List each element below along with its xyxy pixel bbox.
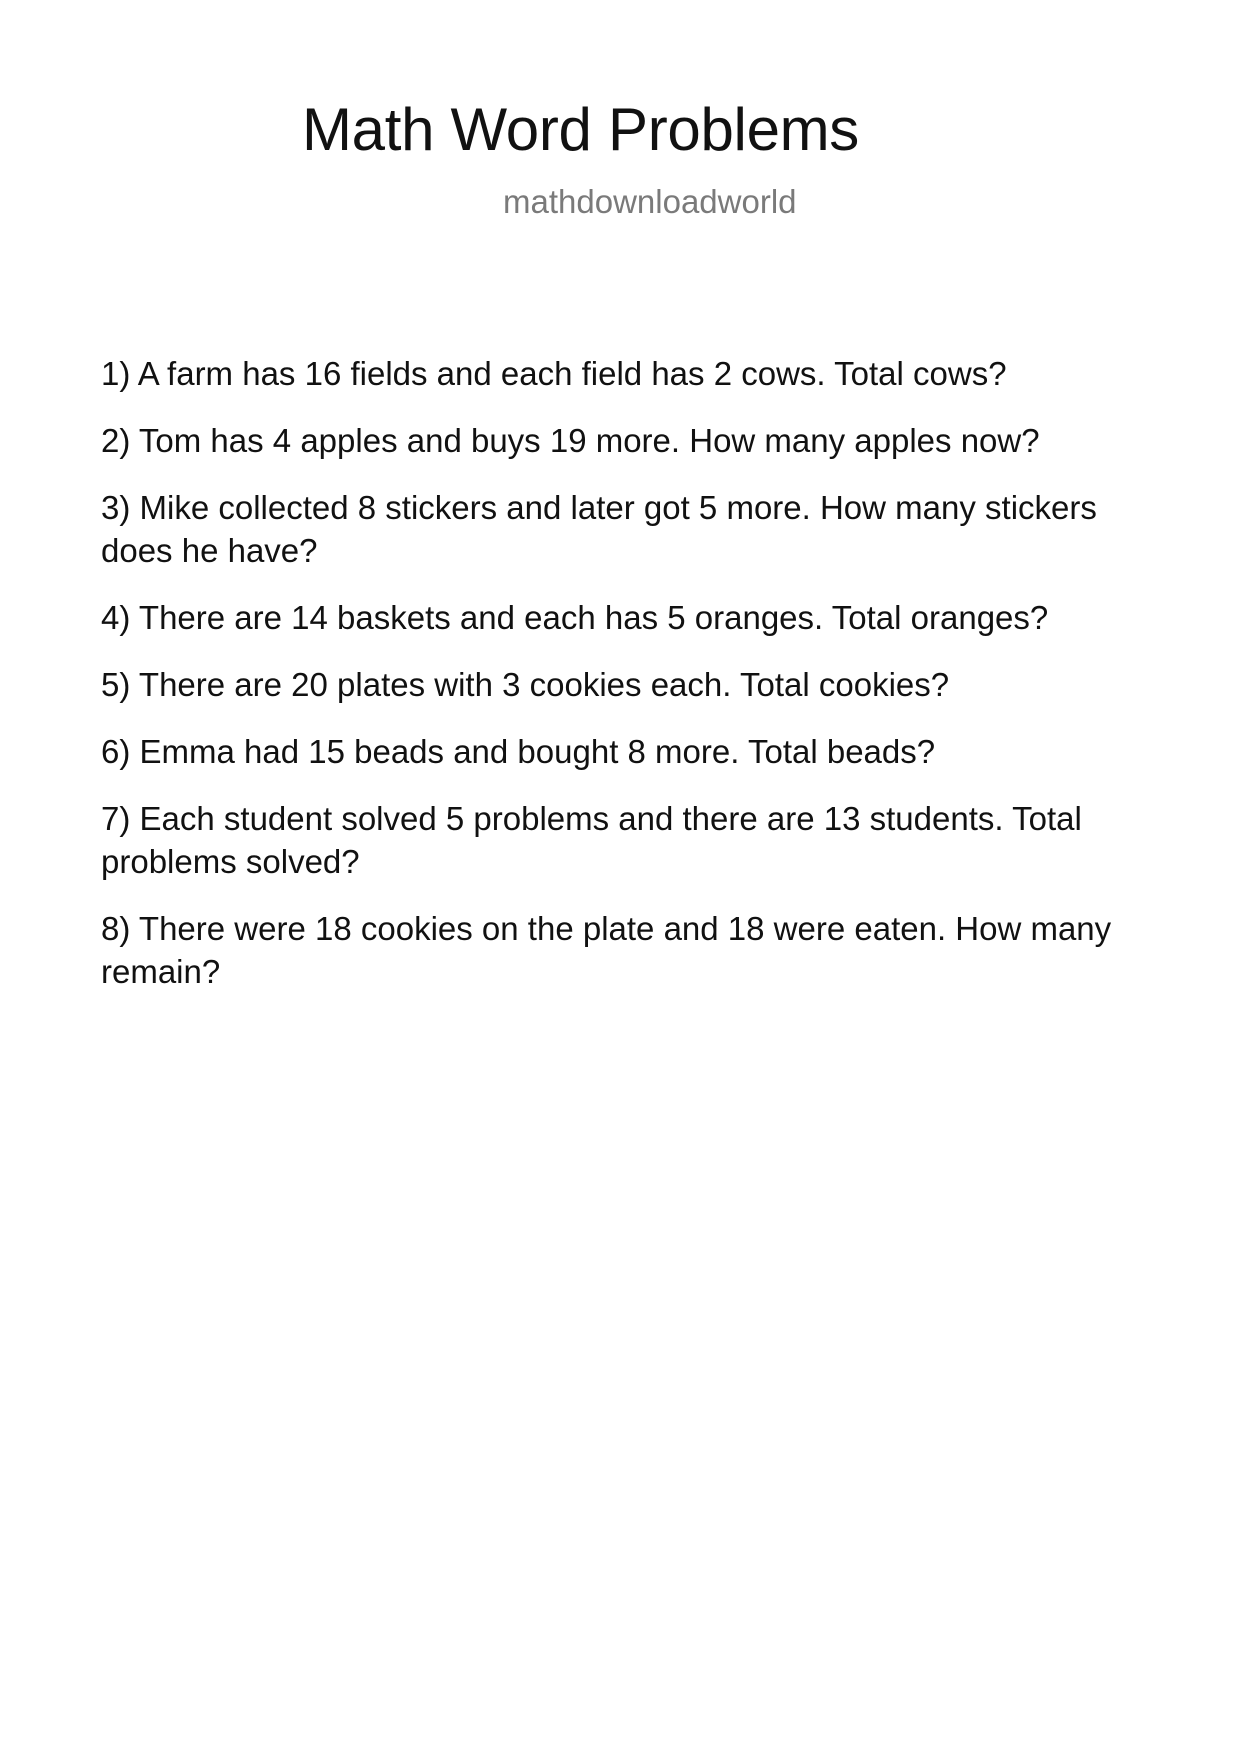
problem-item-6: 6) Emma had 15 beads and bought 8 more. Total beads? [101, 733, 936, 770]
problem-item-8: 8) There were 18 cookies on the plate and 18 were eaten. How many remain? [101, 910, 1112, 990]
page-subtitle: mathdownloadworld [503, 183, 797, 220]
problem-item-1: 1) A farm has 16 fields and each field has 2 cows. Total cows? [101, 355, 1007, 392]
problem-item-5: 5) There are 20 plates with 3 cookies each. Total cookies? [101, 666, 950, 703]
problem-item-4: 4) There are 14 baskets and each has 5 oranges. Total oranges? [101, 599, 1049, 636]
problem-item-3: 3) Mike collected 8 stickers and later got 5 more. How many stickers does he have? [101, 489, 1097, 569]
problem-list [101, 352, 1161, 1017]
problem-item-2: 2) Tom has 4 apples and buys 19 more. How many apples now? [101, 422, 1040, 459]
problem-item-7: 7) Each student solved 5 problems and there are 13 students. Total problems solved? [101, 800, 1082, 880]
page-title: Math Word Problems [302, 96, 860, 163]
